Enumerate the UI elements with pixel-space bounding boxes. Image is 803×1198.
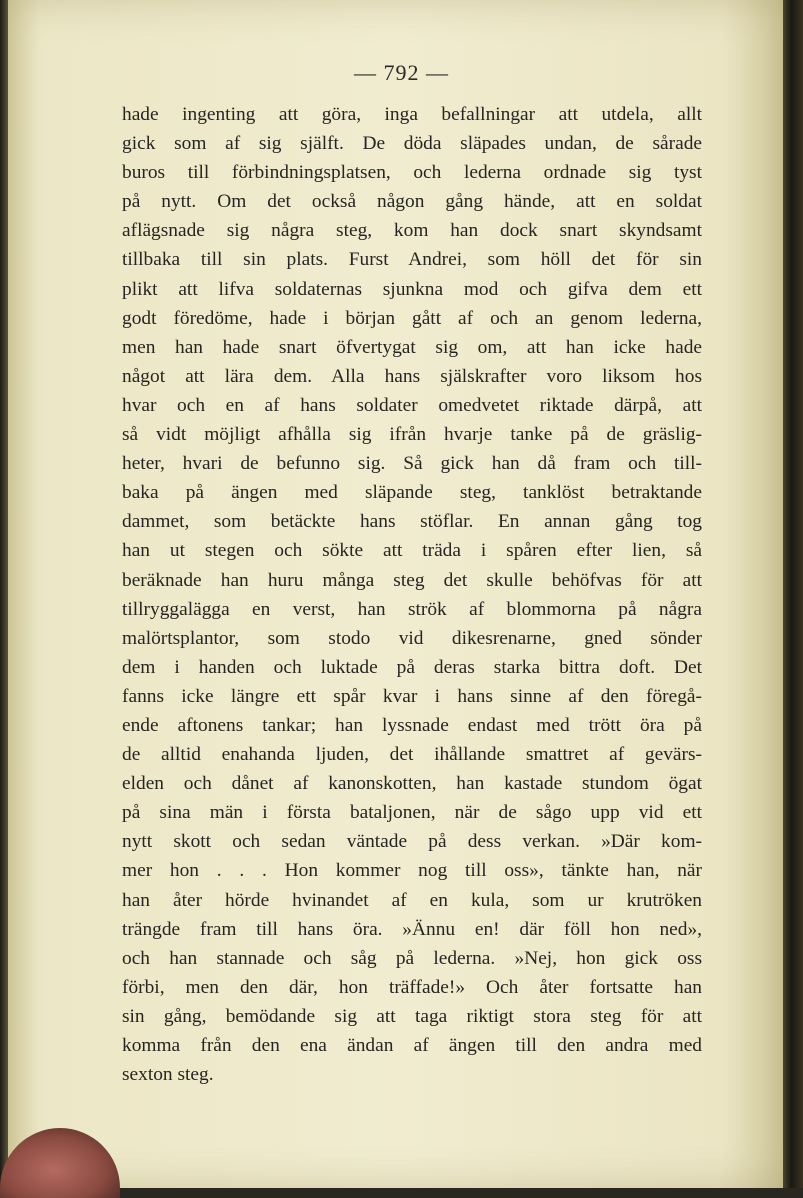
text-line: dem i handen och luktade på deras starka bittra doft. Det xyxy=(122,656,702,678)
text-line: malörtsplantor, som stodo vid dikesrenarne, gned sönder xyxy=(122,627,702,649)
text-line: nytt skott och sedan väntade på dess verkan. »Där kom- xyxy=(122,831,702,853)
page-number: — 792 — xyxy=(354,60,449,85)
text-line: han åter hörde hvinandet af en kula, som ur krutröken xyxy=(122,889,702,911)
text-line: plikt att lifva soldaternas sjunkna mod och gifva dem ett xyxy=(122,278,702,300)
text-line: heter, hvari de befunno sig. Så gick han då fram och till- xyxy=(122,453,702,475)
text-line: trängde fram till hans öra. »Ännu en! där föll hon ned», xyxy=(122,918,702,940)
text-line: sin gång, bemödande sig att taga riktigt stora steg för att xyxy=(122,1005,702,1027)
text-line: de alltid enahanda ljuden, det ihållande smattret af gevärs- xyxy=(122,744,702,766)
text-line: på nytt. Om det också någon gång hände, att en soldat xyxy=(122,191,702,213)
text-line: dammet, som betäckte hans stöflar. En annan gång tog xyxy=(122,511,702,533)
text-line: men han hade snart öfvertygat sig om, att han icke hade xyxy=(122,336,702,358)
text-line: och han stannade och såg på lederna. »Nej, hon gick oss xyxy=(122,947,702,969)
text-line: tillbaka till sin plats. Furst Andrei, som höll det för sin xyxy=(122,249,702,271)
text-line: beräknade han huru många steg det skulle behöfvas för att xyxy=(122,569,702,591)
text-line: hade ingenting att göra, inga befallningar att utdela, allt xyxy=(122,104,702,125)
text-line: förbi, men den där, hon träffade!» Och åter fortsatte han xyxy=(122,976,702,998)
text-line: buros till förbindningsplatsen, och lederna ordnade sig tyst xyxy=(122,162,702,184)
text-line: aflägsnade sig några steg, kom han dock snart skyndsamt xyxy=(122,220,702,242)
text-line: godt föredöme, hade i början gått af och an genom lederna, xyxy=(122,307,702,329)
text-line: så vidt möjligt afhålla sig ifrån hvarje tanke på de gräslig- xyxy=(122,424,702,446)
text-line: gick som af sig själft. De döda släpades undan, de sårade xyxy=(122,133,702,155)
page-edge-right xyxy=(783,0,803,1188)
text-line: fanns icke längre ett spår kvar i hans sinne af den föregå- xyxy=(122,685,702,707)
text-line: elden och dånet af kanonskotten, han kastade stundom ögat xyxy=(122,773,702,795)
text-line: sexton steg. xyxy=(122,1064,214,1086)
body-text xyxy=(122,100,702,1089)
text-line: ende aftonens tankar; han lyssnade endast med trött öra på xyxy=(122,714,702,736)
text-line: komma från den ena ändan af ängen till den andra med xyxy=(122,1035,702,1056)
text-line: tillryggalägga en verst, han strök af blommorna på några xyxy=(122,598,702,620)
text-line: på sina män i första bataljonen, när de sågo upp vid ett xyxy=(122,802,702,824)
text-line: hvar och en af hans soldater omedvetet riktade därpå, att xyxy=(122,394,702,416)
text-line: något att lära dem. Alla hans själskrafter voro liksom hos xyxy=(122,365,702,387)
text-line: baka på ängen med släpande steg, tanklöst betraktande xyxy=(122,482,702,504)
text-line: han ut stegen och sökte att träda i spåren efter lien, så xyxy=(122,540,702,562)
text-line: mer hon . . . Hon kommer nog till oss», tänkte han, när xyxy=(122,860,702,882)
